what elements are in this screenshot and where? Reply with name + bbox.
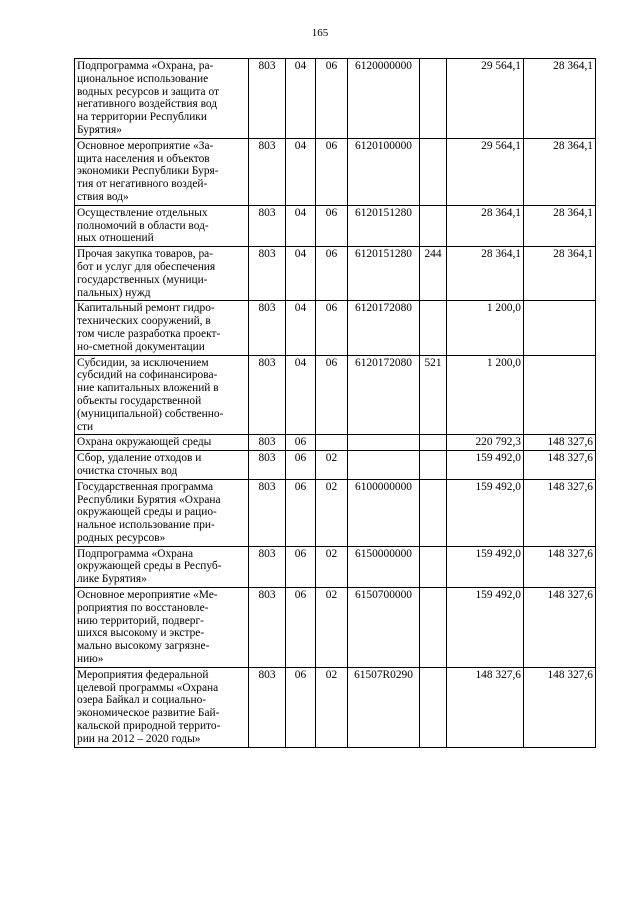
row-amount-1: 220 792,3 [447,435,524,451]
row-target-article-code: 6120151280 [348,247,420,301]
row-ved-code: 803 [249,667,286,747]
table-row [75,247,596,301]
table-row [75,355,596,435]
row-amount-2: 28 364,1 [524,247,596,301]
row-target-article-code [348,451,420,480]
row-section-code: 04 [286,247,316,301]
row-amount-1: 159 492,0 [447,546,524,587]
table-row [75,205,596,246]
row-target-article-code: 6120000000 [348,59,420,139]
row-section-code: 04 [286,355,316,435]
row-amount-2: 148 327,6 [524,479,596,546]
row-amount-2 [524,301,596,355]
row-section-code: 06 [286,451,316,480]
row-name: Сбор, удаление отходов и очистка сточных вод [75,451,249,480]
row-target-article-code: 6120100000 [348,138,420,205]
row-subsection-code: 06 [316,59,348,139]
table-row [75,435,596,451]
row-ved-code: 803 [249,205,286,246]
row-name: Основное мероприятие «Ме- роприятия по восстановле- нию территорий, подверг- шихся высокому и экстре- мально высокому загрязне- нию» [75,588,249,668]
row-ved-code: 803 [249,59,286,139]
row-amount-2: 148 327,6 [524,588,596,668]
row-amount-2: 148 327,6 [524,667,596,747]
row-name: Подпрограмма «Охрана окружающей среды в Респуб- лике Бурятия» [75,546,249,587]
row-target-article-code: 6150700000 [348,588,420,668]
row-amount-1: 1 200,0 [447,355,524,435]
row-section-code: 04 [286,138,316,205]
row-subsection-code: 06 [316,355,348,435]
row-subsection-code: 02 [316,451,348,480]
row-expense-type-code [420,301,447,355]
row-target-article-code: 6150000000 [348,546,420,587]
row-amount-1: 159 492,0 [447,479,524,546]
row-target-article-code: 6100000000 [348,479,420,546]
row-expense-type-code [420,667,447,747]
table-row [75,301,596,355]
row-name: Субсидии, за исключением субсидий на софинансирова- ние капитальных вложений в объекты государственной (муниципальной) собственно- сти [75,355,249,435]
row-subsection-code: 06 [316,247,348,301]
row-amount-2: 28 364,1 [524,138,596,205]
row-amount-2: 28 364,1 [524,205,596,246]
row-amount-1: 29 564,1 [447,138,524,205]
row-expense-type-code [420,451,447,480]
row-expense-type-code [420,435,447,451]
table-row [75,138,596,205]
row-amount-2: 148 327,6 [524,451,596,480]
row-target-article-code: 6120172080 [348,301,420,355]
row-section-code: 06 [286,667,316,747]
row-ved-code: 803 [249,588,286,668]
row-subsection-code [316,435,348,451]
row-target-article-code: 61507R0290 [348,667,420,747]
row-subsection-code: 02 [316,479,348,546]
row-expense-type-code [420,479,447,546]
row-amount-1: 28 364,1 [447,247,524,301]
row-expense-type-code: 244 [420,247,447,301]
row-ved-code: 803 [249,355,286,435]
row-subsection-code: 06 [316,205,348,246]
row-subsection-code: 02 [316,588,348,668]
table-row [75,667,596,747]
row-amount-1: 159 492,0 [447,451,524,480]
row-ved-code: 803 [249,479,286,546]
row-name: Прочая закупка товаров, ра- бот и услуг для обеспечения государственных (муници- пальных) нужд [75,247,249,301]
row-ved-code: 803 [249,247,286,301]
row-section-code: 04 [286,59,316,139]
row-section-code: 06 [286,435,316,451]
row-section-code: 04 [286,301,316,355]
row-section-code: 06 [286,479,316,546]
row-ved-code: 803 [249,451,286,480]
table-row [75,59,596,139]
row-subsection-code: 06 [316,301,348,355]
row-expense-type-code [420,205,447,246]
row-target-article-code: 6120172080 [348,355,420,435]
row-amount-1: 159 492,0 [447,588,524,668]
row-amount-1: 148 327,6 [447,667,524,747]
table-row [75,451,596,480]
row-amount-2 [524,355,596,435]
row-ved-code: 803 [249,435,286,451]
row-section-code: 04 [286,205,316,246]
row-amount-2: 148 327,6 [524,435,596,451]
row-amount-1: 29 564,1 [447,59,524,139]
row-subsection-code: 06 [316,138,348,205]
row-ved-code: 803 [249,138,286,205]
row-name: Мероприятия федеральной целевой программы «Охрана озера Байкал и социально- экономическое развитие Бай- кальской природной террито- рии на 2012 – 2020 годы» [75,667,249,747]
row-amount-2: 28 364,1 [524,59,596,139]
table-row [75,588,596,668]
table-row [75,479,596,546]
row-ved-code: 803 [249,301,286,355]
row-section-code: 06 [286,588,316,668]
budget-table [74,58,596,748]
page-number: 165 [311,27,329,39]
row-expense-type-code [420,588,447,668]
row-name: Капитальный ремонт гидро- технических сооружений, в том числе разработка проект- но-сметной документации [75,301,249,355]
row-expense-type-code [420,138,447,205]
row-target-article-code: 6120151280 [348,205,420,246]
row-expense-type-code [420,546,447,587]
row-name: Государственная программа Республики Бурятия «Охрана окружающей среды и рацио- нальное использование при- родных ресурсов» [75,479,249,546]
row-ved-code: 803 [249,546,286,587]
row-target-article-code [348,435,420,451]
table-row [75,546,596,587]
row-amount-2: 148 327,6 [524,546,596,587]
row-section-code: 06 [286,546,316,587]
row-subsection-code: 02 [316,667,348,747]
row-amount-1: 28 364,1 [447,205,524,246]
row-expense-type-code: 521 [420,355,447,435]
row-name: Основное мероприятие «За- щита населения и объектов экономики Республики Буря- тия от негативного воздей- ствия вод» [75,138,249,205]
row-subsection-code: 02 [316,546,348,587]
row-name: Осуществление отдельных полномочий в области вод- ных отношений [75,205,249,246]
row-expense-type-code [420,59,447,139]
row-name: Подпрограмма «Охрана, ра- циональное использование водных ресурсов и защита от негативного воздействия вод на территории Республики Бурятия» [75,59,249,139]
row-name: Охрана окружающей среды [75,435,249,451]
row-amount-1: 1 200,0 [447,301,524,355]
